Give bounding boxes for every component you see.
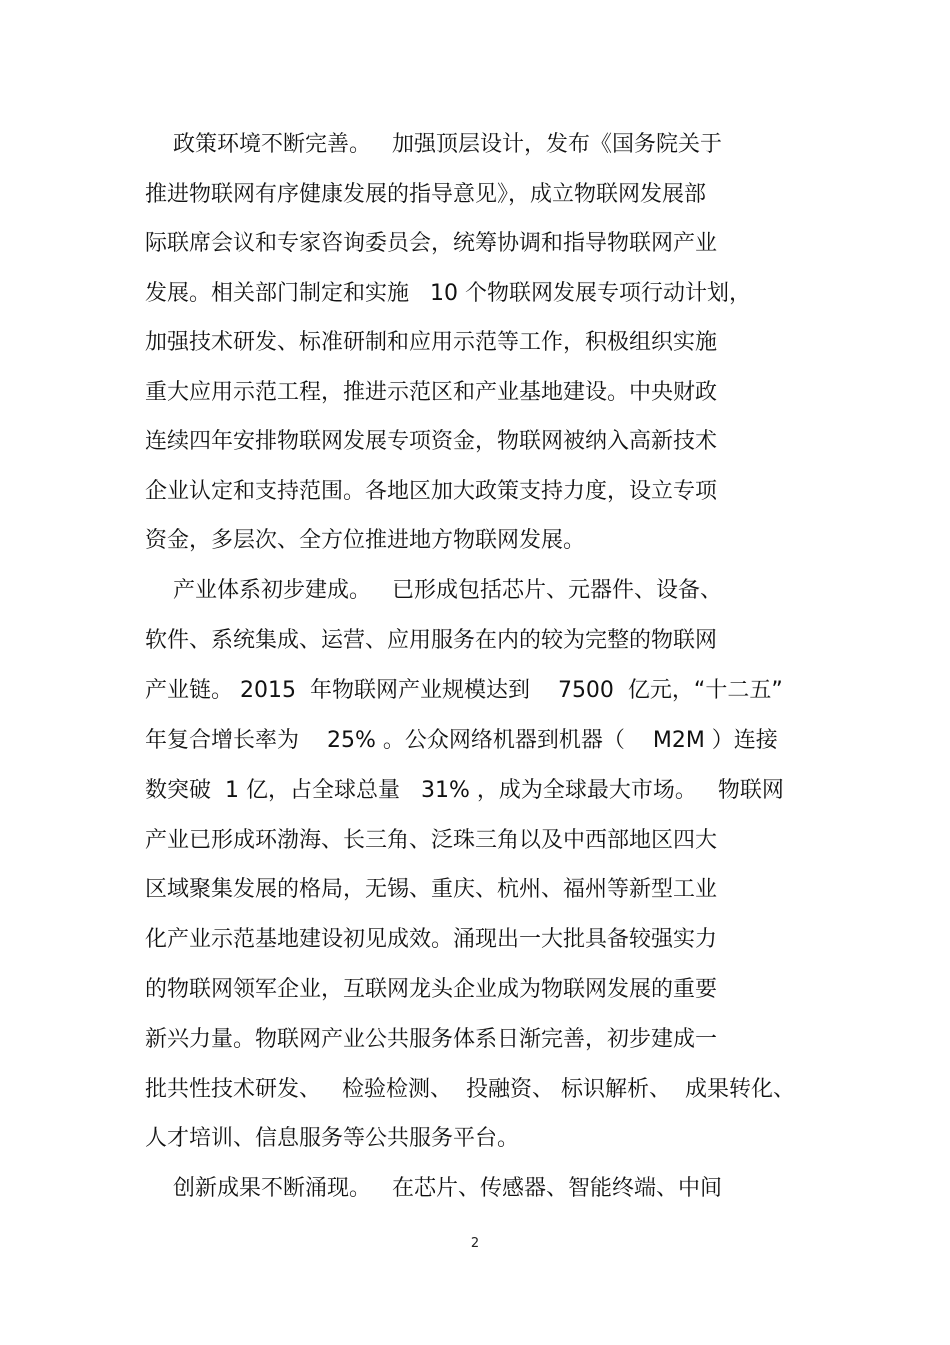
text-line: 加强技术研发、标准研制和应用示范等工作，积极组织实施: [145, 330, 718, 355]
text-line: 发展。相关部门制定和实施 10 个物联网发展专项行动计划，: [145, 281, 751, 306]
text-line: 化产业示范基地建设初见成效。涌现出一大批具备较强实力: [145, 927, 718, 952]
text-line: 产业已形成环渤海、长三角、泛珠三角以及中西部地区四大: [145, 828, 718, 853]
text-line: 产业链。 2015 年物联网产业规模达到 7500 亿元，“十二五”: [145, 678, 783, 703]
text-line: 政策环境不断完善。 加强顶层设计，发布《国务院关于: [145, 132, 722, 157]
text-line: 年复合增长率为 25% 。公众网络机器到机器（ M2M ）连接: [145, 728, 778, 753]
text-line: 人才培训、信息服务等公共服务平台。: [145, 1126, 520, 1151]
text-line: 企业认定和支持范围。各地区加大政策支持力度，设立专项: [145, 479, 718, 504]
page-number: 2: [470, 1236, 480, 1251]
text-line: 资金，多层次、全方位推进地方物联网发展。: [145, 528, 586, 553]
text-line: 新兴力量。物联网产业公共服务体系日渐完善，初步建成一: [145, 1027, 718, 1052]
text-line: 批共性技术研发、 检验检测、 投融资、 标识解析、 成果转化、: [145, 1077, 795, 1102]
text-line: 际联席会议和专家咨询委员会，统筹协调和指导物联网产业: [145, 231, 718, 256]
text-line: 的物联网领军企业，互联网龙头企业成为物联网发展的重要: [145, 977, 718, 1002]
text-line: 创新成果不断涌现。 在芯片、传感器、智能终端、中间: [145, 1176, 722, 1201]
text-line: 区域聚集发展的格局，无锡、重庆、杭州、福州等新型工业: [145, 877, 718, 902]
text-line: 数突破 1 亿，占全球总量 31% ，成为全球最大市场。 物联网: [145, 778, 784, 803]
text-line: 连续四年安排物联网发展专项资金，物联网被纳入高新技术: [145, 429, 718, 454]
text-line: 软件、系统集成、运营、应用服务在内的较为完整的物联网: [145, 628, 718, 653]
text-line: 重大应用示范工程，推进示范区和产业基地建设。中央财政: [145, 380, 718, 405]
text-line: 推进物联网有序健康发展的指导意见》，成立物联网发展部: [145, 182, 707, 207]
text-line: 产业体系初步建成。 已形成包括芯片、元器件、设备、: [145, 578, 722, 603]
